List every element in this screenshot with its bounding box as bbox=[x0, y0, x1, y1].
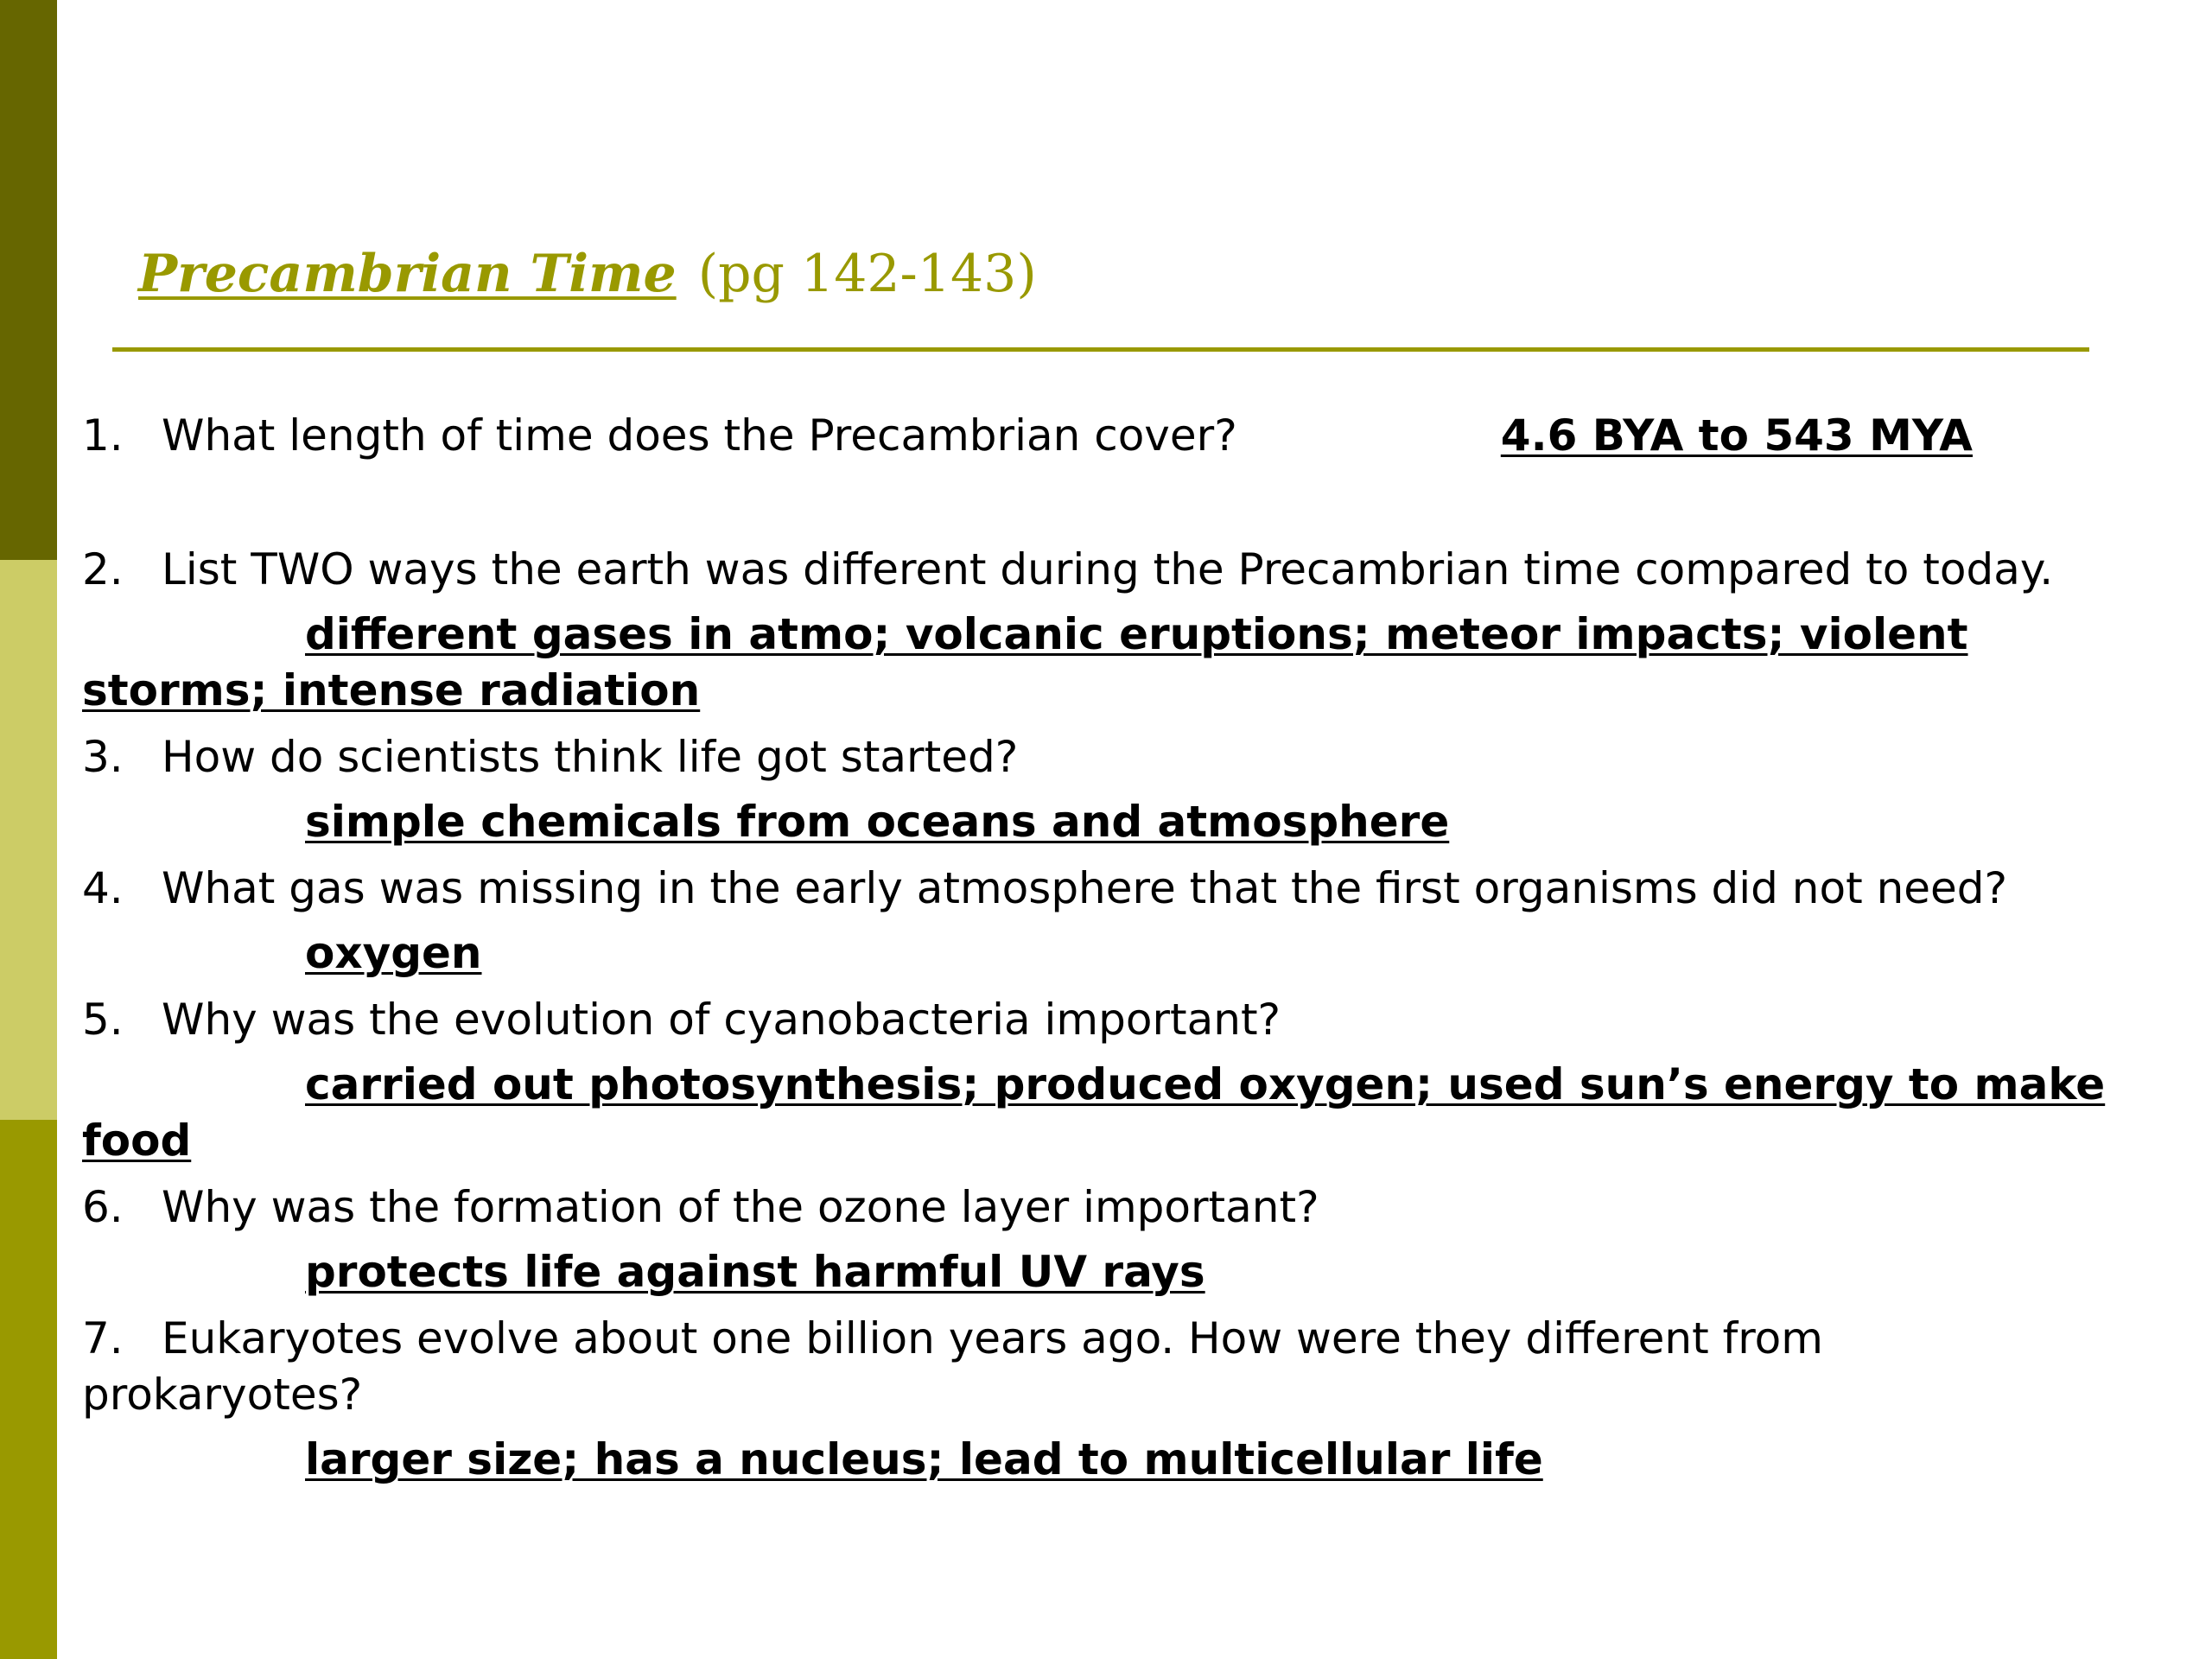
question-text: How do scientists think life got started? bbox=[162, 732, 1019, 782]
side-bar-light bbox=[0, 560, 57, 1120]
question-6 bbox=[82, 1179, 2113, 1236]
answer-4: oxygen bbox=[305, 928, 482, 978]
question-1 bbox=[82, 408, 1973, 464]
question-text: Eukaryotes evolve about one billion years ago. How were they different from prokaryotes? bbox=[82, 1313, 1823, 1420]
question-4 bbox=[82, 861, 2113, 917]
question-text: What gas was missing in the early atmosphere that the first organisms did not need? bbox=[162, 863, 2008, 913]
answer-1: 4.6 BYA to 543 MYA bbox=[1500, 410, 1973, 461]
question-5 bbox=[82, 992, 2113, 1048]
title-pages: (pg 142-143) bbox=[697, 244, 1037, 304]
question-text: List TWO ways the earth was different during the Precambrian time compared to today. bbox=[162, 544, 2054, 594]
question-text: What length of time does the Precambrian cover? bbox=[162, 410, 1237, 461]
title-main: Precambrian Time bbox=[138, 244, 677, 304]
question-number: 1. bbox=[82, 410, 124, 461]
question-text: Why was the formation of the ozone layer important? bbox=[162, 1182, 1319, 1232]
answer-2: different gases in atmo; volcanic eruptions; meteor impacts; violent storms; intense radiation bbox=[82, 609, 1968, 715]
answer-6: protects life against harmful UV rays bbox=[305, 1247, 1205, 1297]
question-number: 4. bbox=[82, 863, 124, 913]
answer-7: larger size; has a nucleus; lead to multicellular life bbox=[305, 1434, 1543, 1484]
question-number: 7. bbox=[82, 1313, 124, 1363]
slide-title bbox=[138, 244, 1037, 304]
question-text: Why was the evolution of cyanobacteria important? bbox=[162, 995, 1281, 1045]
side-bar-olive bbox=[0, 1120, 57, 1659]
question-number: 6. bbox=[82, 1182, 124, 1232]
question-list bbox=[82, 408, 2113, 1498]
question-3 bbox=[82, 729, 2113, 785]
question-7 bbox=[82, 1311, 2113, 1423]
question-number: 5. bbox=[82, 995, 124, 1045]
title-divider bbox=[112, 347, 2089, 352]
side-bar-dark bbox=[0, 0, 57, 560]
question-number: 3. bbox=[82, 732, 124, 782]
question-number: 2. bbox=[82, 544, 124, 594]
answer-5: carried out photosynthesis; produced oxygen; used sun’s energy to make food bbox=[82, 1059, 2106, 1166]
answer-3: simple chemicals from oceans and atmosphere bbox=[305, 797, 1450, 847]
question-2 bbox=[82, 542, 2113, 598]
